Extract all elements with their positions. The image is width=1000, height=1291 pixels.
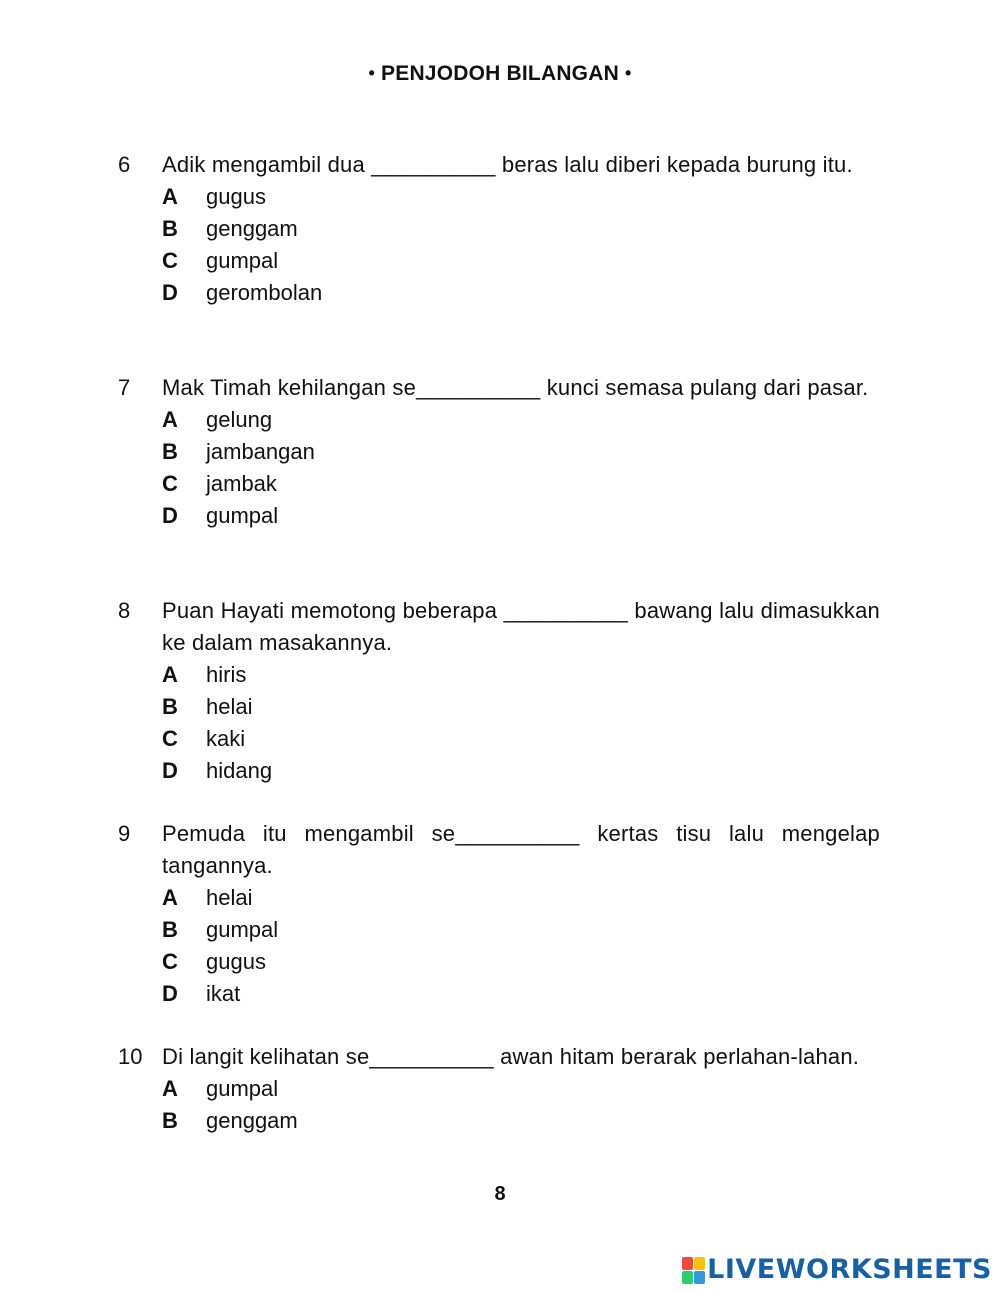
- option-d[interactable]: [162, 978, 880, 1010]
- option-c[interactable]: [162, 723, 880, 755]
- option-letter: B: [162, 1108, 178, 1133]
- option-letter: C: [162, 949, 178, 974]
- options-list: [118, 181, 880, 309]
- question-9: [118, 818, 880, 1010]
- question-6: [118, 149, 880, 309]
- option-b[interactable]: [162, 914, 880, 946]
- option-c[interactable]: [162, 946, 880, 978]
- option-text: helai: [206, 885, 253, 910]
- options-list: [118, 404, 880, 532]
- option-a[interactable]: [162, 404, 880, 436]
- question-text: Puan Hayati memotong beberapa __________ bawang lalu dimasukkan ke dalam masakannya.: [162, 598, 880, 655]
- option-a[interactable]: [162, 181, 880, 213]
- option-d[interactable]: [162, 277, 880, 309]
- option-text: helai: [206, 694, 253, 719]
- option-text: genggam: [206, 216, 298, 241]
- option-text: jambak: [206, 471, 277, 496]
- option-letter: C: [162, 726, 178, 751]
- question-text: Di langit kelihatan se__________ awan hitam berarak perlahan-lahan.: [162, 1044, 860, 1069]
- option-text: jambangan: [206, 439, 315, 464]
- option-letter: A: [162, 662, 178, 687]
- options-list: [118, 659, 880, 787]
- question-8: [118, 595, 880, 787]
- option-text: gumpal: [206, 1076, 279, 1101]
- question-number: 7: [118, 375, 131, 400]
- option-letter: A: [162, 407, 178, 432]
- options-list: [118, 1073, 880, 1137]
- option-letter: B: [162, 216, 178, 241]
- option-text: kaki: [206, 726, 246, 751]
- brand-text: LIVEWORKSHEETS: [707, 1254, 992, 1285]
- option-c[interactable]: [162, 468, 880, 500]
- option-letter: B: [162, 694, 178, 719]
- option-letter: A: [162, 885, 178, 910]
- option-text: gumpal: [206, 917, 279, 942]
- option-b[interactable]: [162, 691, 880, 723]
- option-text: hidang: [206, 758, 273, 783]
- liveworksheets-brand[interactable]: [682, 1254, 992, 1285]
- option-letter: C: [162, 471, 178, 496]
- option-letter: D: [162, 981, 178, 1006]
- option-letter: B: [162, 439, 178, 464]
- option-a[interactable]: [162, 1073, 880, 1105]
- option-letter: D: [162, 503, 178, 528]
- option-text: gugus: [206, 184, 266, 209]
- liveworksheets-logo-icon: [682, 1257, 704, 1283]
- option-b[interactable]: [162, 1105, 880, 1137]
- question-text: Adik mengambil dua __________ beras lalu diberi kepada burung itu.: [162, 152, 853, 177]
- option-text: genggam: [206, 1108, 298, 1133]
- bullet-icon: •: [368, 63, 376, 83]
- bullet-icon: •: [624, 63, 632, 83]
- option-text: gumpal: [206, 503, 279, 528]
- question-7: [118, 372, 880, 532]
- question-10: [118, 1041, 880, 1137]
- title-text: PENJODOH BILANGAN: [381, 62, 619, 85]
- question-number: 9: [118, 821, 131, 846]
- option-c[interactable]: [162, 245, 880, 277]
- option-b[interactable]: [162, 436, 880, 468]
- option-letter: B: [162, 917, 178, 942]
- option-text: hiris: [206, 662, 247, 687]
- option-letter: A: [162, 184, 178, 209]
- option-a[interactable]: [162, 659, 880, 691]
- question-number: 8: [118, 598, 131, 623]
- option-text: gelung: [206, 407, 273, 432]
- option-b[interactable]: [162, 213, 880, 245]
- option-a[interactable]: [162, 882, 880, 914]
- option-letter: C: [162, 248, 178, 273]
- question-text: Mak Timah kehilangan se__________ kunci semasa pulang dari pasar.: [162, 375, 869, 400]
- option-d[interactable]: [162, 755, 880, 787]
- question-text: Pemuda itu mengambil se__________ kertas tisu lalu mengelap tangannya.: [162, 821, 880, 878]
- option-letter: D: [162, 280, 178, 305]
- option-d[interactable]: [162, 500, 880, 532]
- question-number: 6: [118, 152, 131, 177]
- option-text: gumpal: [206, 248, 279, 273]
- option-letter: D: [162, 758, 178, 783]
- options-list: [118, 882, 880, 1010]
- page-number: 8: [494, 1183, 506, 1205]
- option-text: gugus: [206, 949, 266, 974]
- question-number: 10: [118, 1044, 143, 1069]
- option-text: ikat: [206, 981, 241, 1006]
- option-letter: A: [162, 1076, 178, 1101]
- option-text: gerombolan: [206, 280, 323, 305]
- page-title: [0, 62, 1000, 86]
